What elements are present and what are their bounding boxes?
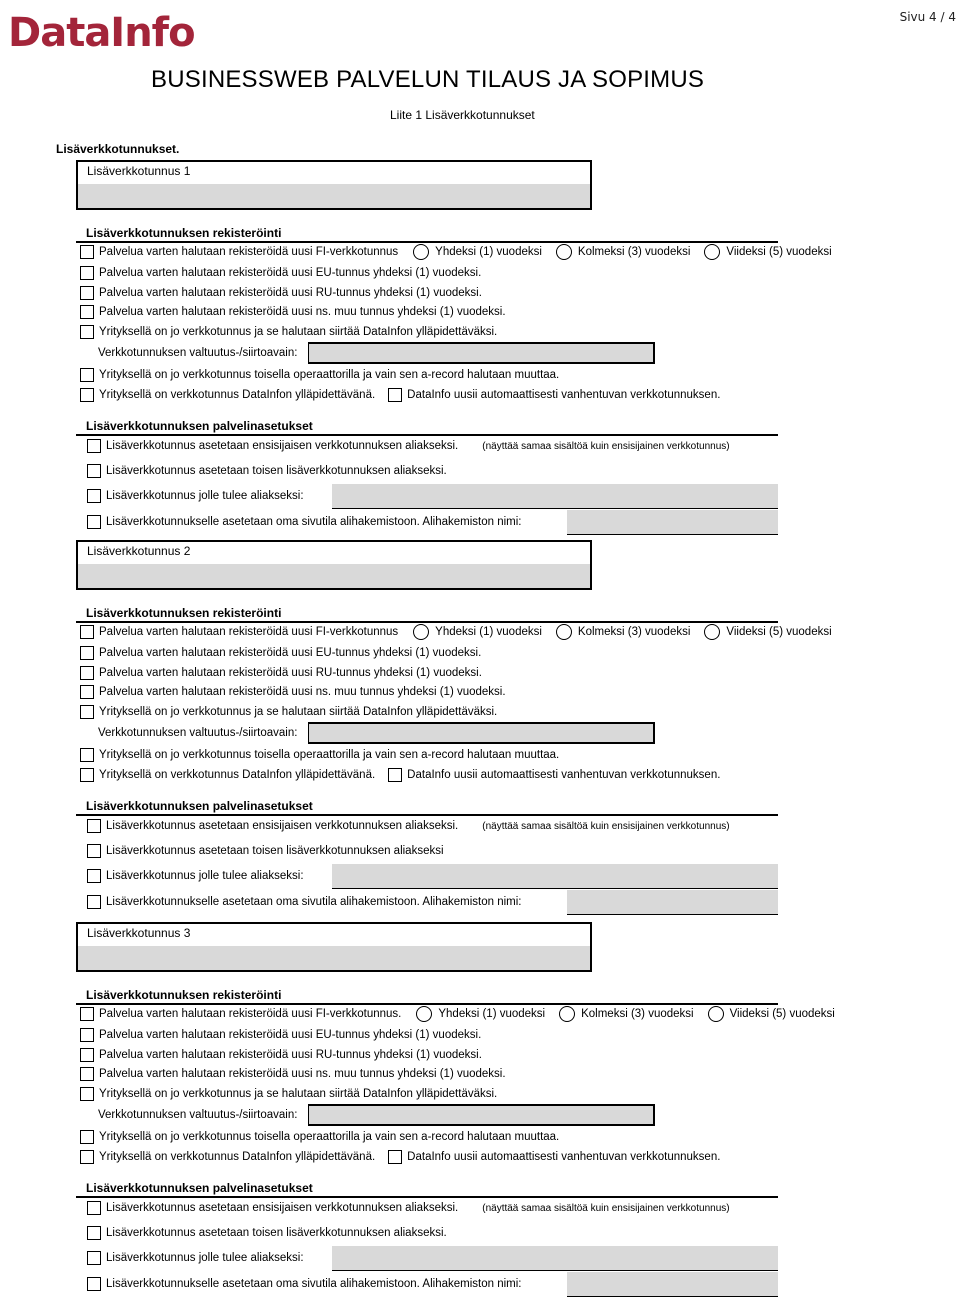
alias-primary-label: Lisäverkkotunnus asetetaan ensisijaisen verkkotunnuksen aliakseksi. (106, 440, 459, 452)
transfer-label: Yrityksellä on jo verkkotunnus ja se halutaan siirtää DataInfon ylläpidettäväksi. (99, 706, 498, 718)
alias-other-row (87, 463, 447, 479)
eu-registration-checkbox[interactable] (80, 1028, 94, 1042)
ru-registration-checkbox[interactable] (80, 286, 94, 300)
ru-registration-label: Palvelua varten halutaan rekisteröidä uusi RU-tunnus yhdeksi (1) vuodeksi. (99, 1049, 482, 1061)
alias-target-checkbox[interactable] (87, 869, 101, 883)
maintained-label: Yrityksellä on verkkotunnus DataInfon ylläpidettävänä. (99, 389, 376, 401)
alias-primary-row (87, 1200, 730, 1216)
five-year-label: Viideksi (5) vuodeksi (726, 246, 832, 258)
alias-target-row (87, 488, 304, 504)
ru-registration-checkbox[interactable] (80, 666, 94, 680)
one-year-label: Yhdeksi (1) vuodeksi (438, 1008, 546, 1020)
page-title: BUSINESSWEB PALVELUN TILAUS JA SOPIMUS (151, 66, 705, 93)
maintained-checkbox[interactable] (80, 1150, 94, 1164)
alias-target-row (87, 868, 304, 884)
subsite-label: Lisäverkkotunnukselle asetetaan oma sivutila alihakemistoon. Alihakemiston nimi: (106, 516, 522, 528)
maintained-row (80, 767, 720, 783)
other-registration-checkbox[interactable] (80, 685, 94, 699)
alias-primary-note: (näyttää samaa sisältöä kuin ensisijainen verkkotunnus) (482, 1202, 730, 1214)
server-settings-heading: Lisäverkkotunnuksen palvelinasetukset (86, 799, 313, 813)
registration-heading: Lisäverkkotunnuksen rekisteröinti (86, 988, 282, 1002)
auto-renew-checkbox[interactable] (388, 768, 402, 782)
auth-key-input[interactable] (308, 722, 655, 744)
auth-key-row (98, 1107, 297, 1123)
three-year-radio[interactable] (556, 244, 572, 260)
maintained-checkbox[interactable] (80, 768, 94, 782)
transfer-checkbox[interactable] (80, 1087, 94, 1101)
alias-target-label: Lisäverkkotunnus jolle tulee aliakseksi: (106, 870, 304, 882)
three-year-label: Kolmeksi (3) vuodeksi (581, 1008, 694, 1020)
alias-target-label: Lisäverkkotunnus jolle tulee aliakseksi: (106, 1252, 304, 1264)
subdirectory-name-input[interactable] (567, 890, 778, 915)
alias-target-input[interactable] (332, 484, 778, 509)
alias-primary-label: Lisäverkkotunnus asetetaan ensisijaisen verkkotunnuksen aliakseksi. (106, 1202, 459, 1214)
transfer-label: Yrityksellä on jo verkkotunnus ja se halutaan siirtää DataInfon ylläpidettäväksi. (99, 1088, 498, 1100)
subsite-label: Lisäverkkotunnukselle asetetaan oma sivutila alihakemistoon. Alihakemiston nimi: (106, 1278, 522, 1290)
five-year-radio[interactable] (704, 624, 720, 640)
fi-registration-label: Palvelua varten halutaan rekisteröidä uusi FI-verkkotunnus. (99, 1008, 402, 1020)
one-year-radio[interactable] (413, 624, 429, 640)
domain-name-label: Lisäverkkotunnus 3 (87, 926, 191, 940)
maintained-label: Yrityksellä on verkkotunnus DataInfon ylläpidettävänä. (99, 769, 376, 781)
ru-registration-row (80, 285, 482, 301)
alias-target-input[interactable] (332, 864, 778, 889)
arecord-row (80, 1129, 559, 1145)
alias-primary-checkbox[interactable] (87, 819, 101, 833)
fi-registration-checkbox[interactable] (80, 625, 94, 639)
auto-renew-label: DataInfo uusii automaattisesti vanhentuvan verkkotunnuksen. (407, 389, 721, 401)
alias-target-label: Lisäverkkotunnus jolle tulee aliakseksi: (106, 490, 304, 502)
arecord-checkbox[interactable] (80, 368, 94, 382)
maintained-row (80, 387, 720, 403)
alias-other-checkbox[interactable] (87, 844, 101, 858)
auth-key-label: Verkkotunnuksen valtuutus-/siirtoavain: (98, 727, 298, 739)
alias-other-checkbox[interactable] (87, 1226, 101, 1240)
one-year-label: Yhdeksi (1) vuodeksi (435, 246, 542, 258)
alias-other-label: Lisäverkkotunnus asetetaan toisen lisäverkkotunnuksen aliakseksi. (106, 1227, 447, 1239)
arecord-label: Yrityksellä on jo verkkotunnus toisella operaattorilla ja vain sen a-record halutaan muuttaa. (99, 369, 560, 381)
alias-primary-note: (näyttää samaa sisältöä kuin ensisijainen verkkotunnus) (482, 820, 730, 832)
subdirectory-name-input[interactable] (567, 510, 778, 535)
divider (76, 1196, 778, 1198)
other-registration-row (80, 684, 506, 700)
eu-registration-row (80, 645, 481, 661)
domain-name-box (76, 160, 592, 210)
divider (76, 434, 778, 436)
domain-block-3 (0, 922, 960, 1300)
other-registration-label: Palvelua varten halutaan rekisteröidä uusi ns. muu tunnus yhdeksi (1) vuodeksi. (99, 686, 506, 698)
maintained-checkbox[interactable] (80, 388, 94, 402)
fi-registration-label: Palvelua varten halutaan rekisteröidä uusi FI-verkkotunnus (99, 246, 399, 258)
auth-key-label: Verkkotunnuksen valtuutus-/siirtoavain: (98, 347, 298, 359)
domain-name-label: Lisäverkkotunnus 1 (87, 164, 191, 178)
eu-registration-row (80, 1027, 481, 1043)
server-settings-heading: Lisäverkkotunnuksen palvelinasetukset (86, 1181, 313, 1195)
arecord-label: Yrityksellä on jo verkkotunnus toisella operaattorilla ja vain sen a-record halutaan muuttaa. (99, 749, 560, 761)
subsite-label: Lisäverkkotunnukselle asetetaan oma sivutila alihakemistoon. Alihakemiston nimi: (106, 896, 522, 908)
transfer-row (80, 324, 497, 340)
auto-renew-checkbox[interactable] (388, 1150, 402, 1164)
alias-target-input[interactable] (332, 1246, 778, 1271)
arecord-label: Yrityksellä on jo verkkotunnus toisella operaattorilla ja vain sen a-record halutaan muuttaa. (99, 1131, 560, 1143)
auth-key-input[interactable] (308, 1104, 655, 1126)
maintained-row (80, 1149, 720, 1165)
divider (76, 241, 778, 243)
alias-target-checkbox[interactable] (87, 489, 101, 503)
subsite-checkbox[interactable] (87, 515, 101, 529)
domain-block-2 (0, 540, 960, 920)
alias-other-label: Lisäverkkotunnus asetetaan toisen lisäverkkotunnuksen aliakseksi. (106, 465, 447, 477)
auth-key-input[interactable] (308, 342, 655, 364)
three-year-label: Kolmeksi (3) vuodeksi (577, 626, 691, 638)
alias-primary-checkbox[interactable] (87, 1201, 101, 1215)
eu-registration-label: Palvelua varten halutaan rekisteröidä uusi EU-tunnus yhdeksi (1) vuodeksi. (99, 267, 482, 279)
one-year-radio[interactable] (416, 1006, 432, 1022)
eu-registration-checkbox[interactable] (80, 646, 94, 660)
transfer-checkbox[interactable] (80, 325, 94, 339)
three-year-radio[interactable] (556, 624, 572, 640)
alias-primary-row (87, 818, 730, 834)
server-settings-heading: Lisäverkkotunnuksen palvelinasetukset (86, 419, 313, 433)
auth-key-row (98, 345, 297, 361)
transfer-checkbox[interactable] (80, 705, 94, 719)
domain-block-1 (0, 160, 960, 540)
fi-registration-row (80, 1006, 835, 1022)
transfer-row (80, 704, 497, 720)
auth-key-row (98, 725, 297, 741)
arecord-row (80, 747, 559, 763)
auto-renew-label: DataInfo uusii automaattisesti vanhentuvan verkkotunnuksen. (407, 1151, 721, 1163)
three-year-label: Kolmeksi (3) vuodeksi (577, 246, 691, 258)
page-number: Sivu 4 / 4 (899, 10, 956, 24)
ru-registration-label: Palvelua varten halutaan rekisteröidä uusi RU-tunnus yhdeksi (1) vuodeksi. (99, 287, 482, 299)
eu-registration-label: Palvelua varten halutaan rekisteröidä uusi EU-tunnus yhdeksi (1) vuodeksi. (99, 1029, 482, 1041)
registration-heading: Lisäverkkotunnuksen rekisteröinti (86, 606, 282, 620)
other-registration-row (80, 304, 506, 320)
section-label: Lisäverkkotunnukset. (56, 142, 180, 156)
fi-registration-checkbox[interactable] (80, 245, 94, 259)
ru-registration-checkbox[interactable] (80, 1048, 94, 1062)
divider (76, 814, 778, 816)
divider (76, 621, 778, 623)
five-year-label: Viideksi (5) vuodeksi (726, 626, 832, 638)
ru-registration-row (80, 665, 482, 681)
maintained-label: Yrityksellä on verkkotunnus DataInfon ylläpidettävänä. (99, 1151, 376, 1163)
eu-registration-row (80, 265, 481, 281)
other-registration-label: Palvelua varten halutaan rekisteröidä uusi ns. muu tunnus yhdeksi (1) vuodeksi. (99, 306, 506, 318)
subsite-checkbox[interactable] (87, 895, 101, 909)
fi-registration-label: Palvelua varten halutaan rekisteröidä uusi FI-verkkotunnus (99, 626, 399, 638)
domain-name-input[interactable] (78, 184, 590, 208)
ru-registration-label: Palvelua varten halutaan rekisteröidä uusi RU-tunnus yhdeksi (1) vuodeksi. (99, 667, 482, 679)
domain-name-input[interactable] (78, 946, 590, 970)
alias-primary-note: (näyttää samaa sisältöä kuin ensisijainen verkkotunnus) (482, 440, 730, 452)
other-registration-checkbox[interactable] (80, 1067, 94, 1081)
alias-other-label: Lisäverkkotunnus asetetaan toisen lisäverkkotunnuksen aliakseksi (106, 845, 444, 857)
auto-renew-label: DataInfo uusii automaattisesti vanhentuvan verkkotunnuksen. (407, 769, 721, 781)
alias-primary-checkbox[interactable] (87, 439, 101, 453)
subsite-row (87, 514, 522, 530)
transfer-label: Yrityksellä on jo verkkotunnus ja se halutaan siirtää DataInfon ylläpidettäväksi. (99, 326, 498, 338)
five-year-radio[interactable] (704, 244, 720, 260)
auth-key-label: Verkkotunnuksen valtuutus-/siirtoavain: (98, 1109, 298, 1121)
auto-renew-checkbox[interactable] (388, 388, 402, 402)
subdirectory-name-input[interactable] (567, 1272, 778, 1297)
alias-other-row (87, 1225, 447, 1241)
divider (76, 1003, 778, 1005)
transfer-row (80, 1086, 497, 1102)
subsite-row (87, 894, 522, 910)
logo-text: DataInfo (8, 10, 195, 54)
domain-name-box (76, 922, 592, 972)
ru-registration-row (80, 1047, 482, 1063)
page-subtitle: Liite 1 Lisäverkkotunnukset (390, 108, 535, 122)
arecord-row (80, 367, 559, 383)
alias-target-checkbox[interactable] (87, 1251, 101, 1265)
domain-name-box (76, 540, 592, 590)
five-year-radio[interactable] (708, 1006, 724, 1022)
alias-other-row (87, 843, 444, 859)
other-registration-row (80, 1066, 506, 1082)
alias-target-row (87, 1250, 304, 1266)
arecord-checkbox[interactable] (80, 748, 94, 762)
three-year-radio[interactable] (559, 1006, 575, 1022)
fi-registration-row (80, 244, 832, 260)
subsite-checkbox[interactable] (87, 1277, 101, 1291)
five-year-label: Viideksi (5) vuodeksi (729, 1008, 835, 1020)
other-registration-label: Palvelua varten halutaan rekisteröidä uusi ns. muu tunnus yhdeksi (1) vuodeksi. (99, 1068, 506, 1080)
arecord-checkbox[interactable] (80, 1130, 94, 1144)
fi-registration-checkbox[interactable] (80, 1007, 94, 1021)
datainfo-logo (8, 6, 198, 54)
eu-registration-label: Palvelua varten halutaan rekisteröidä uusi EU-tunnus yhdeksi (1) vuodeksi. (99, 647, 482, 659)
registration-heading: Lisäverkkotunnuksen rekisteröinti (86, 226, 282, 240)
eu-registration-checkbox[interactable] (80, 266, 94, 280)
domain-name-input[interactable] (78, 564, 590, 588)
other-registration-checkbox[interactable] (80, 305, 94, 319)
alias-primary-label: Lisäverkkotunnus asetetaan ensisijaisen verkkotunnuksen aliakseksi. (106, 820, 459, 832)
alias-other-checkbox[interactable] (87, 464, 101, 478)
one-year-label: Yhdeksi (1) vuodeksi (435, 626, 542, 638)
alias-primary-row (87, 438, 730, 454)
fi-registration-row (80, 624, 832, 640)
subsite-row (87, 1276, 522, 1292)
domain-name-label: Lisäverkkotunnus 2 (87, 544, 191, 558)
one-year-radio[interactable] (413, 244, 429, 260)
